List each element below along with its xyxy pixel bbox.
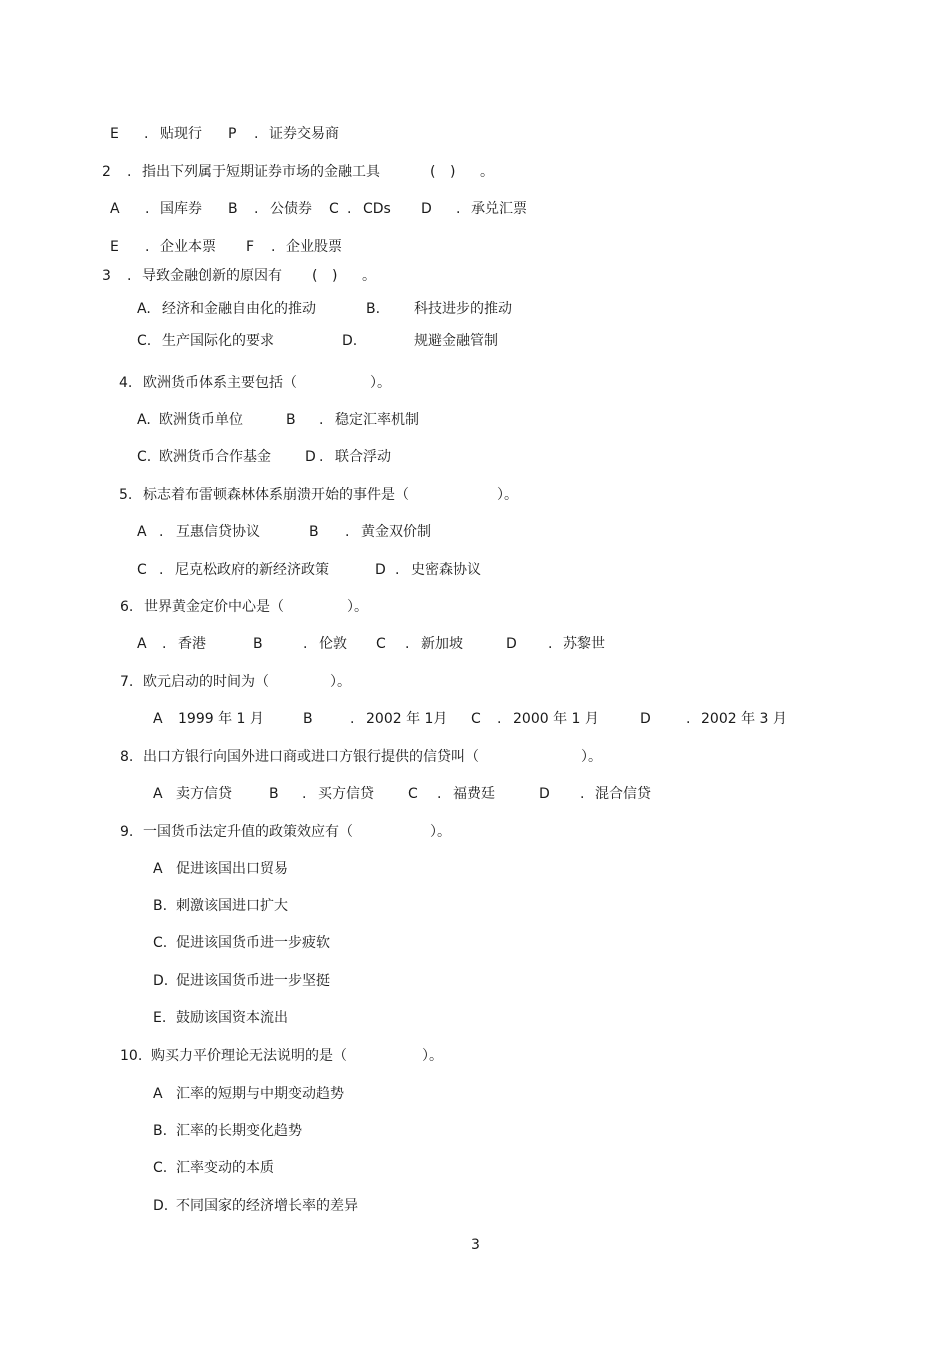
line-text: .	[548, 636, 553, 652]
line-text: 2002 年 3 月	[701, 711, 787, 727]
line-text: 企业本票	[160, 239, 216, 255]
line-text: 买方信贷	[318, 786, 374, 802]
line-text: .	[319, 449, 324, 465]
line-text: 2000 年 1 月	[513, 711, 599, 727]
line-text: B	[309, 524, 319, 540]
line-text: )	[450, 164, 456, 180]
line-text: .	[686, 711, 691, 727]
line-text: 购买力平价理论无法说明的是（	[151, 1048, 347, 1064]
line-text: .	[159, 524, 164, 540]
item-marker: D.	[153, 973, 169, 989]
line-text: .	[319, 412, 324, 428]
item-marker: 6.	[120, 599, 134, 615]
item-marker: E	[110, 126, 119, 142]
item-marker: E.	[153, 1010, 167, 1026]
line-text: 尼克松政府的新经济政策	[175, 562, 329, 578]
line-text: P	[228, 126, 237, 142]
line-text: 伦敦	[319, 636, 347, 652]
line-text: 2002 年 1月	[366, 711, 448, 727]
item-marker: C.	[137, 333, 152, 349]
line-text: 黄金双价制	[361, 524, 431, 540]
line-text: B	[286, 412, 296, 428]
item-marker: 10.	[120, 1048, 143, 1064]
line-text: ）。	[422, 1048, 443, 1064]
line-text: 不同国家的经济增长率的差异	[176, 1198, 358, 1214]
line-text: ）。	[581, 749, 602, 765]
line-text: D	[421, 201, 432, 217]
line-text: C	[329, 201, 339, 217]
line-text: 贴现行	[160, 126, 202, 142]
line-text: .	[497, 711, 502, 727]
line-text: 世界黄金定价中心是（	[144, 599, 284, 615]
item-marker: 3	[102, 268, 111, 284]
line-text: .	[303, 636, 308, 652]
line-text: )	[332, 268, 338, 284]
line-text: F	[246, 239, 255, 255]
item-marker: B.	[153, 898, 168, 914]
line-text: 促进该国出口贸易	[176, 861, 288, 877]
line-text: 新加坡	[421, 636, 463, 652]
line-text: B	[253, 636, 263, 652]
line-text: C	[376, 636, 386, 652]
item-marker: A.	[137, 301, 151, 317]
item-marker: A	[153, 786, 163, 802]
item-marker: 2	[102, 164, 111, 180]
line-text: .	[145, 201, 150, 217]
line-text: B.	[366, 301, 381, 317]
line-text: 证券交易商	[269, 126, 339, 142]
line-text: B	[303, 711, 313, 727]
page-number: 3	[471, 1237, 480, 1253]
line-text: 福费廷	[453, 786, 495, 802]
item-marker: 8.	[120, 749, 134, 765]
line-text: D	[506, 636, 517, 652]
line-text: 出口方银行向国外进口商或进口方银行提供的信贷叫（	[143, 749, 479, 765]
line-text: .	[347, 201, 352, 217]
line-text: 汇率的短期与中期变动趋势	[176, 1086, 344, 1102]
line-text: 联合浮动	[335, 449, 391, 465]
item-marker: C.	[153, 1160, 168, 1176]
line-text: 。	[362, 268, 376, 284]
line-text: (	[312, 268, 318, 284]
line-text: 稳定汇率机制	[335, 412, 419, 428]
item-marker: 7.	[120, 674, 134, 690]
line-text: 生产国际化的要求	[162, 333, 274, 349]
line-text: 欧元启动的时间为（	[143, 674, 269, 690]
line-text: D	[640, 711, 651, 727]
item-marker: A	[153, 861, 163, 877]
line-text: .	[580, 786, 585, 802]
line-text: .	[127, 164, 132, 180]
line-text: 苏黎世	[563, 636, 605, 652]
line-text: B	[228, 201, 238, 217]
line-text: D	[305, 449, 316, 465]
line-text: 卖方信贷	[176, 786, 232, 802]
line-text: D	[375, 562, 386, 578]
item-marker: A	[137, 524, 147, 540]
line-text: 香港	[178, 636, 206, 652]
item-marker: A	[153, 1086, 163, 1102]
line-text: ）。	[347, 599, 368, 615]
line-text: CDs	[363, 201, 391, 217]
line-text: 互惠信贷协议	[176, 524, 260, 540]
line-text: D.	[342, 333, 358, 349]
line-text: 经济和金融自由化的推动	[162, 301, 316, 317]
line-text: 欧洲货币体系主要包括（	[143, 375, 297, 391]
line-text: ）。	[370, 375, 391, 391]
line-text: 一国货币法定升值的政策效应有（	[143, 824, 353, 840]
line-text: .	[350, 711, 355, 727]
item-marker: 4.	[119, 375, 133, 391]
line-text: 科技进步的推动	[414, 301, 512, 317]
line-text: .	[162, 636, 167, 652]
line-text: .	[271, 239, 276, 255]
line-text: 1999 年 1 月	[178, 711, 264, 727]
line-text: 促进该国货币进一步坚挺	[176, 973, 330, 989]
line-text: 规避金融管制	[414, 333, 498, 349]
line-text: 汇率变动的本质	[176, 1160, 274, 1176]
line-text: 指出下列属于短期证券市场的金融工具	[142, 164, 380, 180]
line-text: .	[395, 562, 400, 578]
line-text: 国库券	[160, 201, 202, 217]
item-marker: A.	[137, 412, 151, 428]
line-text: .	[254, 201, 259, 217]
item-marker: B.	[153, 1123, 168, 1139]
line-text: (	[430, 164, 436, 180]
line-text: 刺激该国进口扩大	[176, 898, 288, 914]
line-text: .	[405, 636, 410, 652]
line-text: 欧洲货币单位	[159, 412, 243, 428]
item-marker: E	[110, 239, 119, 255]
line-text: .	[127, 268, 132, 284]
line-text: .	[254, 126, 259, 142]
item-marker: D.	[153, 1198, 169, 1214]
line-text: 鼓励该国资本流出	[176, 1010, 288, 1026]
line-text: ）。	[430, 824, 451, 840]
line-text: 混合信贷	[595, 786, 651, 802]
item-marker: 5.	[119, 487, 133, 503]
line-text: 。	[480, 164, 494, 180]
line-text: 公债券	[270, 201, 312, 217]
item-marker: 9.	[120, 824, 134, 840]
line-text: .	[144, 126, 149, 142]
line-text: 欧洲货币合作基金	[159, 449, 271, 465]
item-marker: C	[137, 562, 147, 578]
line-text: D	[539, 786, 550, 802]
line-text: ）。	[330, 674, 351, 690]
line-text: C	[471, 711, 481, 727]
line-text: 导致金融创新的原因有	[142, 268, 282, 284]
line-text: .	[159, 562, 164, 578]
line-text: .	[345, 524, 350, 540]
item-marker: A	[137, 636, 147, 652]
line-text: .	[437, 786, 442, 802]
line-text: 促进该国货币进一步疲软	[176, 935, 330, 951]
line-text: .	[145, 239, 150, 255]
line-text: B	[269, 786, 279, 802]
line-text: 史密森协议	[411, 562, 481, 578]
line-text: 汇率的长期变化趋势	[176, 1123, 302, 1139]
item-marker: C.	[137, 449, 152, 465]
line-text: 承兑汇票	[471, 201, 527, 217]
item-marker: A	[153, 711, 163, 727]
line-text: 标志着布雷顿森林体系崩溃开始的事件是（	[143, 487, 409, 503]
line-text: .	[456, 201, 461, 217]
line-text: ）。	[497, 487, 518, 503]
line-text: .	[302, 786, 307, 802]
line-text: 企业股票	[286, 239, 342, 255]
line-text: C	[408, 786, 418, 802]
item-marker: A	[110, 201, 120, 217]
item-marker: C.	[153, 935, 168, 951]
